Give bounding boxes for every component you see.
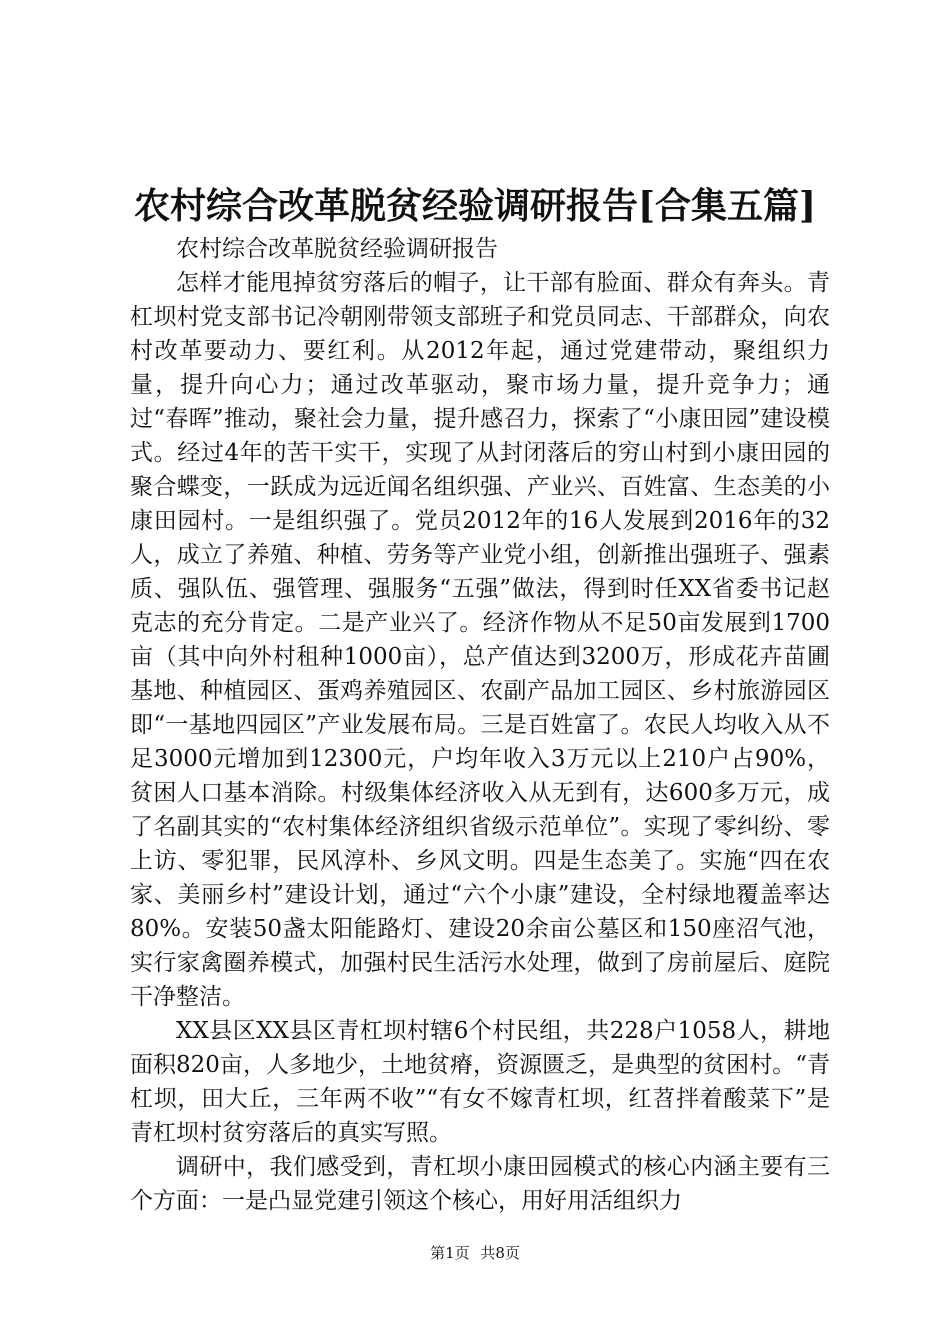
paragraph: 怎样才能甩掉贫穷落后的帽子，让干部有脸面、群众有奔头。青杠坝村党支部书记冷朝刚带领支部班子和党员同志、干部群众，向农村改革要动力、要红利。从2012年起，通过党建带动，聚组织力量，提升向心力；通过改革驱动，聚市场力量，提升竞争力；通过“春晖”推动，聚社会力量，提升感召力，探索了“小康田园”建设模式。经过4年的苦干实干，实现了从封闭落后的穷山村到小康田园的聚合蝶变，一跃成为远近闻名组织强、产业兴、百姓富、生态美的小康田园村。一是组织强了。党员2012年的16人发展到2016年的32人，成立了养殖、种植、劳务等产业党小组，创新推出强班子、强素质、强队伍、强管理、强服务“五强”做法，得到时任XX省委书记赵克志的充分肯定。二是产业兴了。经济作物从不足50亩发展到1700亩（其中向外村租种1000亩），总产值达到3200万，形成花卉苗圃基地、种植园区、蛋鸡养殖园区、农副产品加工园区、乡村旅游园区即“一基地四园区”产业发展布局。三是百姓富了。农民人均收入从不足3000元增加到12300元，户均年收入3万元以上210户占90%，贫困人口基本消除。村级集体经济收入从无到有，达600多万元，成了名副其实的“农村集体经济组织省级示范单位”。实现了零纠纷、零上访、零犯罪，民风淳朴、乡风文明。四是生态美了。实施“四在农家、美丽乡村”建设计划，通过“六个小康”建设，全村绿地覆盖率达80%。安装50盏太阳能路灯、建设20余亩公墓区和150座沼气池，实行家禽圈养模式，加强村民生活污水处理，做到了房前屋后、庭院干净整洁。 <box>130 270 830 1010</box>
paragraph: 调研中，我们感受到，青杠坝小康田园模式的核心内涵主要有三个方面：一是凸显党建引领这个核心，用好用活组织力 <box>130 1154 830 1214</box>
paragraph: XX县区XX县区青杠坝村辖6个村民组，共228户1058人，耕地面积820亩，人多地少，土地贫瘠，资源匮乏，是典型的贫困村。“青杠坝，田大丘，三年两不收”“有女不嫁青杠坝，红苕拌着酸菜下”是青杠坝村贫穷落后的真实写照。 <box>130 1018 830 1146</box>
page-footer <box>0 1243 950 1263</box>
page-number: 第1页 <box>430 1244 470 1262</box>
document-title: 农村综合改革脱贫经验调研报告[合集五篇] <box>133 185 817 227</box>
page-total: 共8页 <box>480 1244 520 1262</box>
document-subtitle: 农村综合改革脱贫经验调研报告 <box>176 236 498 262</box>
document-body <box>130 232 830 1218</box>
